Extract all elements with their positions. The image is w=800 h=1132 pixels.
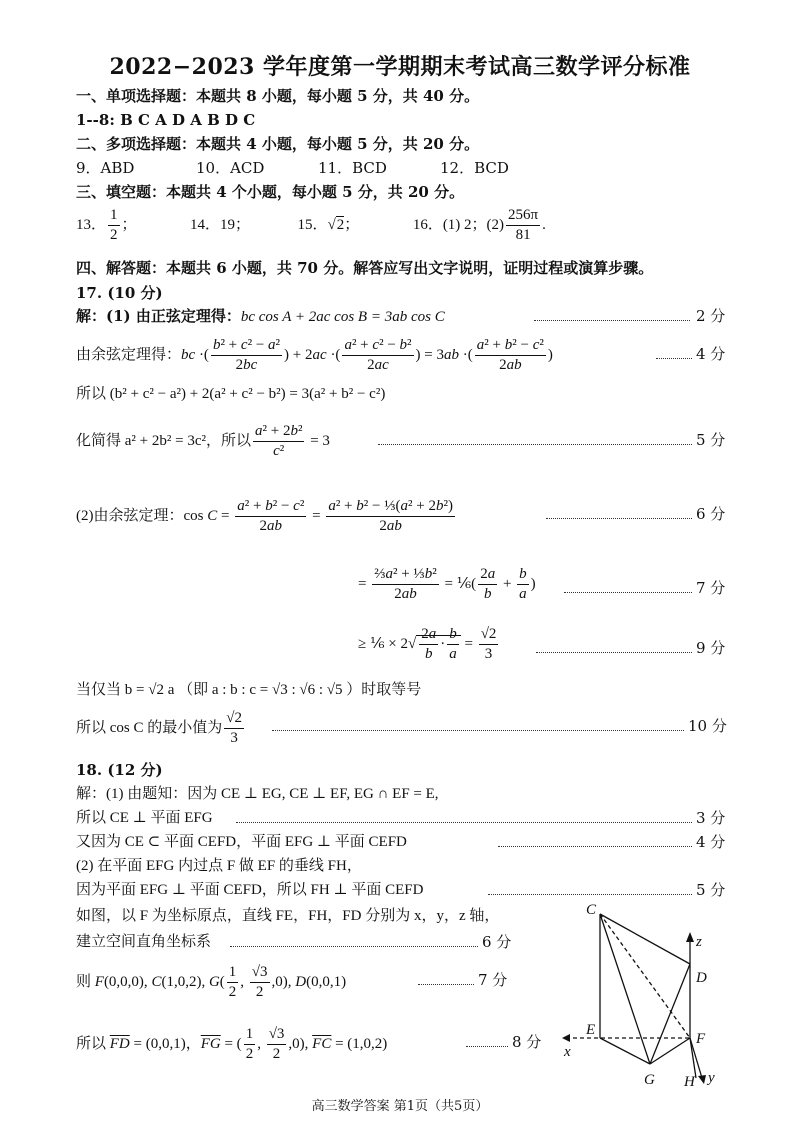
q17-line6: = $\frac{\text{⅔a² + ⅓b²}}{2ab}$ = ⅙( $\frac{2a}{b}$ + $\frac{b}{a}$ ) [358, 566, 536, 603]
q13-tail: ； [121, 217, 137, 233]
q18-line1: 解：(1) 由题知：因为 CE ⊥ EG, CE ⊥ EF, EG ∩ EF = E, [76, 786, 439, 802]
q18-line5-points: 5 分 [696, 881, 726, 899]
q16-fraction [506, 206, 540, 245]
q17-line1 [76, 306, 445, 327]
q17-line9-leader [272, 730, 684, 731]
q16-label: 16．(1) 2；(2) [412, 217, 505, 233]
q18-line4: (2) 在平面 EFG 内过点 F 做 EF 的垂线 FH， [76, 858, 362, 874]
section2-answer-12: 12．BCD [440, 159, 509, 177]
label-y: y [708, 1070, 715, 1086]
q18-line8: 则 F(0,0,0), C(1,0,2), G( $\frac{1}{2}$ , $\frac{√3}{2}$ ,0), D(0,0,1) [76, 964, 347, 1001]
q16-tail: . [542, 217, 546, 233]
page-footer: 高三数学答案 第1页（共5页） [311, 1099, 489, 1114]
q14-answer: 14．19； [190, 217, 251, 233]
q17-line4-prefix: 化简得 a² + 2b² = 3c²，所以 [76, 433, 251, 449]
section4-heading: 四、解答题：本题共 6 小题，共 70 分。解答应写出文字说明，证明过程或演算步骤。 [76, 259, 654, 277]
q17-line2-leader [656, 358, 692, 359]
q18-line5: 因为平面 EFG ⊥ 平面 CEFD，所以 FH ⊥ 平面 CEFD [76, 882, 424, 898]
q17-line6-leader [564, 592, 692, 593]
q18-line5-leader [488, 894, 692, 895]
section2-answer-10: 10．ACD [196, 159, 265, 177]
q17-line5-points: 6 分 [696, 505, 726, 523]
edge-GF [650, 1038, 690, 1064]
q17-line4-points: 5 分 [696, 431, 726, 449]
q17-line1-prefix: 解：(1) 由正弦定理得： [76, 307, 241, 325]
q16-numerator: 256π [506, 206, 540, 226]
q18-line3-leader [498, 846, 692, 847]
q17-line2-prefix: 由余弦定理得： [76, 347, 182, 363]
q17-line1-formula: bc cos A + 2ac cos B = 3ab cos C [240, 309, 445, 325]
q17-line7-leader [536, 652, 692, 653]
section1-answers: 1--8: B C A D A B D C [76, 111, 256, 129]
coordinate-figure [556, 898, 736, 1094]
q13-denominator: 2 [110, 227, 118, 244]
q13-fraction [108, 206, 120, 245]
x-axis-arrow [562, 1034, 570, 1042]
edge-CF [600, 914, 690, 1038]
label-H: H [684, 1074, 695, 1090]
label-D: D [696, 970, 707, 986]
q17-line1-points: 2 分 [696, 307, 726, 325]
label-E: E [586, 1022, 596, 1038]
q17-line4: 化简得 a² + 2b² = 3c²，所以 $\frac{\text{a² + 2b²}}{\text{c²}}$ = 3 [76, 423, 330, 460]
q17-line1-leader [534, 320, 690, 321]
label-C: C [586, 902, 597, 918]
section1-heading: 一、单项选择题：本题共 8 小题，每小题 5 分，共 40 分。 [76, 87, 480, 105]
q15-sqrt: √2 [327, 217, 345, 233]
section2-answer-11: 11．BCD [318, 159, 387, 177]
q17-line9-points: 10 分 [688, 717, 727, 735]
edge-DG [650, 964, 690, 1064]
q18-line2-leader [236, 822, 692, 823]
label-z: z [696, 934, 702, 950]
q18-line2-points: 3 分 [696, 809, 726, 827]
q18-line6: 如图，以 F 为坐标原点，直线 FE，FH，FD 分别为 x，y，z 轴， [76, 908, 500, 924]
z-axis-arrow [686, 932, 694, 942]
q18-line7-points: 6 分 [482, 933, 512, 951]
q13-label: 13． [76, 217, 107, 233]
q18-line3: 又因为 CE ⊂ 平面 CEFD，平面 EFG ⊥ 平面 CEFD [76, 834, 407, 850]
q17-line5-leader [546, 518, 692, 519]
q17-line5-prefix: (2)由余弦定理： [76, 508, 184, 524]
q17-heading: 17. (10 分) [76, 284, 163, 302]
q16-denominator: 81 [515, 227, 531, 244]
section2-answer-9: 9．ABD [76, 159, 135, 177]
q17-line7: ≥ ⅙ × 2√ $\frac{2a}{b}$ · $\frac{b}{a}$ = $\frac{√2}{3}$ [358, 626, 497, 663]
y-axis-arrow [698, 1075, 706, 1084]
q18-heading: 18. (12 分) [76, 761, 163, 779]
q17-line2-points: 4 分 [696, 345, 726, 363]
q17-line3: 所以 (b² + c² − a²) + 2(a² + c² − b²) = 3(a² + b² − c²) [76, 386, 386, 402]
q13-numerator: 1 [108, 206, 120, 226]
q18-line9-leader [466, 1046, 508, 1047]
q17-line7-points: 9 分 [696, 639, 726, 657]
q17-line9-prefix: 所以 cos C 的最小值为 [76, 720, 223, 736]
q17-line9: 所以 cos C 的最小值为 $\frac{√2}{3}$ [76, 710, 242, 747]
q15-tail: ； [344, 217, 360, 233]
q18-line8-leader [418, 984, 474, 985]
label-F: F [696, 1031, 706, 1047]
label-G: G [644, 1072, 655, 1088]
label-x: x [564, 1044, 571, 1060]
q18-line7-leader [230, 946, 478, 947]
q18-line2: 所以 CE ⊥ 平面 EFG [76, 810, 213, 826]
q17-line6-points: 7 分 [696, 579, 726, 597]
q17-line2: 由余弦定理得：bc ·( $\frac{\text{b² + c² − a²}}{2bc}$ ) + 2ac ·( $\frac{\text{a² + c² − b²}}{2ac}$ ) = 3ab ·( $\frac{\text{a² + b² − c²}}{2ab}$ ) [76, 337, 553, 374]
section3-heading: 三、填空题：本题共 4 个小题，每小题 5 分，共 20 分。 [76, 183, 465, 201]
q17-line5: (2)由余弦定理：cos C = $\frac{\text{a² + b² − c²}}{2ab}$ = $\frac{\text{a² + b² − ⅓(a² + 2b²)}}{2ab}$ [76, 498, 453, 535]
q17-line4-leader [378, 444, 692, 445]
section3-answers [76, 206, 546, 248]
q17-line8: 当仅当 b = √2 a （即 a : b : c = √3 : √6 : √5 ）时取等号 [76, 682, 422, 698]
q18-line9: 所以 $\overline{FD} = (0,0,1)$，$\overline{FG}$ = ( $\frac{1}{2}$ , $\frac{√3}{2}$ ,0), $\overline{FC} = (1,0,2)$ [76, 1026, 388, 1063]
section2-heading: 二、多项选择题：本题共 4 小题，每小题 5 分，共 20 分。 [76, 135, 480, 153]
q18-line7: 建立空间直角坐标系 [76, 934, 212, 950]
page-title: 2022−2023 学年度第一学期期末考试高三数学评分标准 [109, 54, 691, 80]
q18-line3-points: 4 分 [696, 833, 726, 851]
q18-line9-points: 8 分 [512, 1033, 542, 1051]
q15-label: 15． [297, 217, 328, 233]
q18-line8-points: 7 分 [478, 971, 508, 989]
